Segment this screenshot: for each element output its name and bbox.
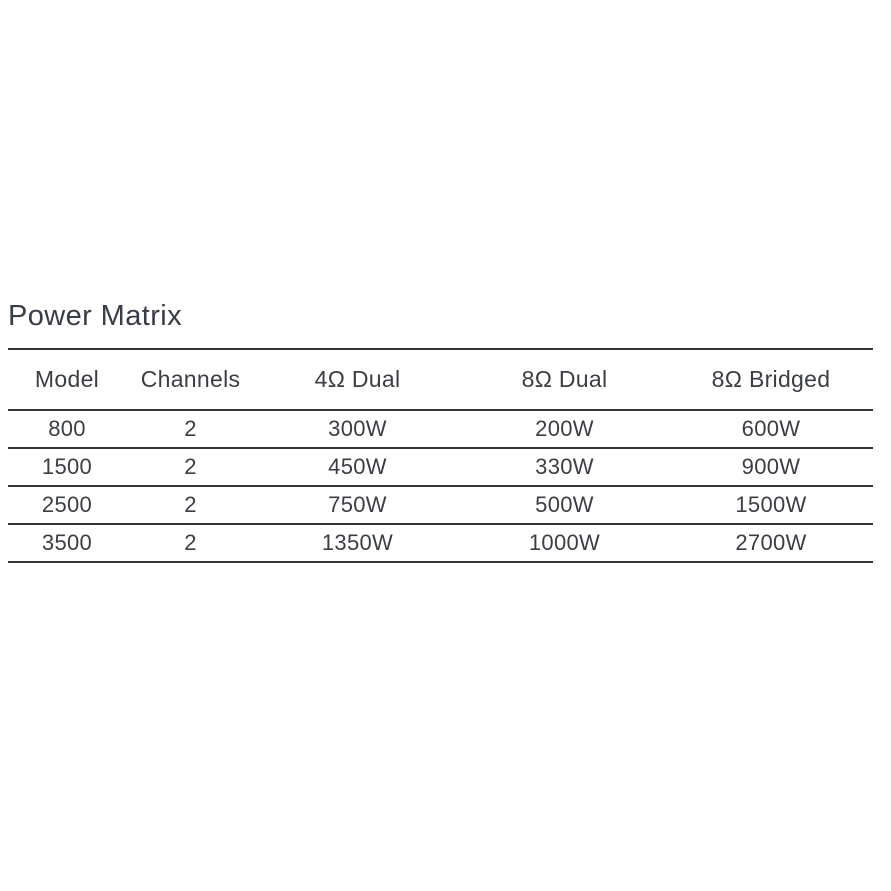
column-header-model: Model (8, 349, 126, 410)
cell-model: 1500 (8, 448, 126, 486)
table-row (8, 524, 873, 562)
cell-8ohm-dual: 200W (460, 410, 669, 448)
table-row (8, 448, 873, 486)
cell-8ohm-dual: 1000W (460, 524, 669, 562)
cell-model: 2500 (8, 486, 126, 524)
cell-channels: 2 (126, 524, 255, 562)
cell-channels: 2 (126, 448, 255, 486)
column-header-4ohm-dual: 4Ω Dual (255, 349, 460, 410)
table-row (8, 410, 873, 448)
cell-channels: 2 (126, 486, 255, 524)
cell-8ohm-bridged: 900W (669, 448, 873, 486)
power-matrix-table (8, 348, 873, 563)
column-header-channels: Channels (126, 349, 255, 410)
table-header-row (8, 349, 873, 410)
cell-8ohm-dual: 500W (460, 486, 669, 524)
cell-4ohm-dual: 300W (255, 410, 460, 448)
table-row (8, 486, 873, 524)
cell-8ohm-dual: 330W (460, 448, 669, 486)
cell-8ohm-bridged: 2700W (669, 524, 873, 562)
cell-channels: 2 (126, 410, 255, 448)
column-header-8ohm-bridged: 8Ω Bridged (669, 349, 873, 410)
column-header-8ohm-dual: 8Ω Dual (460, 349, 669, 410)
page-title: Power Matrix (8, 300, 182, 332)
cell-model: 3500 (8, 524, 126, 562)
cell-4ohm-dual: 1350W (255, 524, 460, 562)
cell-8ohm-bridged: 600W (669, 410, 873, 448)
cell-4ohm-dual: 450W (255, 448, 460, 486)
cell-model: 800 (8, 410, 126, 448)
cell-8ohm-bridged: 1500W (669, 486, 873, 524)
cell-4ohm-dual: 750W (255, 486, 460, 524)
